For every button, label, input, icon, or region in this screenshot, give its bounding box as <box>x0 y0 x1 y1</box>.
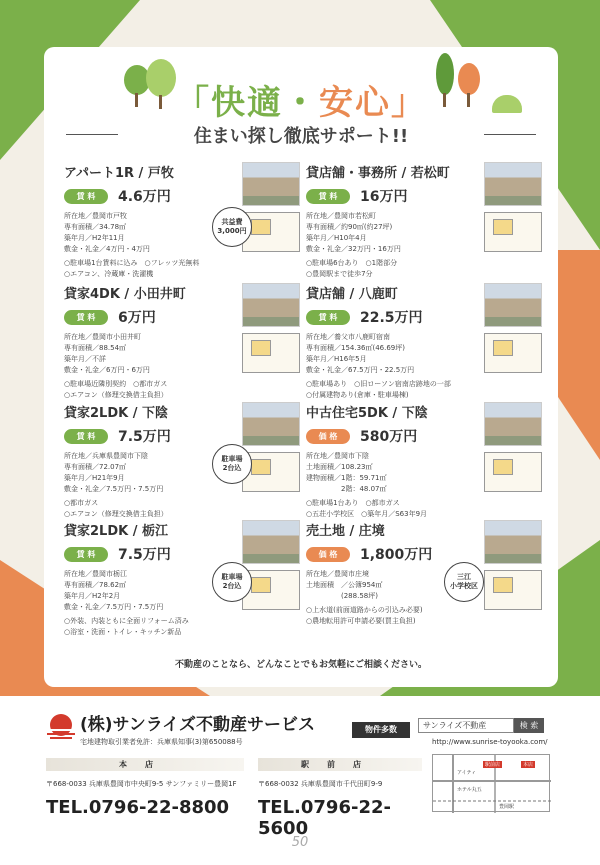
price-type-badge: 賃 料 <box>64 429 108 444</box>
listing-details <box>64 451 224 495</box>
price-type-badge: 価 格 <box>306 547 350 562</box>
listing-title: 貸家2LDK / 栃江 <box>64 524 168 539</box>
property-photo <box>484 283 542 327</box>
detail-line: (288.58坪) <box>306 592 378 600</box>
feature-line: ○付属建物あり(倉庫・駐車場棟) <box>306 391 409 399</box>
listing-item <box>306 162 548 280</box>
feature-line: ○エアコン、冷蔵庫・洗濯機 <box>64 270 154 278</box>
listing-item <box>64 283 306 401</box>
detail-line: 専有面積／78.62㎡ <box>64 581 127 589</box>
detail-line: 築年月／H10年4月 <box>306 234 367 242</box>
listing-title: アパート1R / 戸牧 <box>64 166 174 181</box>
listing-features <box>64 498 306 520</box>
feature-line: ○駐車場あり ○旧ローソン宿南店跡地の一部 <box>306 380 451 388</box>
detail-line: 所在地／豊岡市栃江 <box>64 570 127 578</box>
closing-message: 不動産のことなら、どんなことでもお気軽にご相談ください。 <box>174 660 427 670</box>
listing-price: 7.5万円 <box>118 547 171 563</box>
detail-line: 築年月／H2年2月 <box>64 592 121 600</box>
feature-line: ○都市ガス <box>64 499 99 507</box>
map-label: アイティ <box>457 770 477 776</box>
listing-title: 売土地 / 庄境 <box>306 524 385 539</box>
detail-line: 専有面積／72.07㎡ <box>64 463 127 471</box>
detail-line: 築年月／H16年5月 <box>306 355 367 363</box>
search-keyword-box: サンライズ不動産 <box>418 718 514 733</box>
price-type-badge: 賃 料 <box>306 189 350 204</box>
detail-line: 土地面積 ／公簿954㎡ <box>306 581 383 589</box>
floor-plan <box>484 333 542 373</box>
feature-line: ○エアコン（修理交換借主負担） <box>64 391 168 399</box>
detail-line: 専有面積／約90㎡(約27坪) <box>306 223 393 231</box>
headline-bracket-open: 「 <box>175 83 211 123</box>
listing-details <box>64 569 224 613</box>
price-type-badge: 賃 料 <box>64 547 108 562</box>
listing-price: 4.6万円 <box>118 189 171 205</box>
listing-title: 中古住宅5DK / 下陰 <box>306 406 428 421</box>
price-type-badge: 賃 料 <box>306 310 350 325</box>
headline-word-safety: 安心 <box>319 83 391 123</box>
floor-plan <box>484 452 542 492</box>
listing-details <box>306 451 466 495</box>
listing-price: 6万円 <box>118 310 156 326</box>
page-number: 50 <box>291 835 309 850</box>
detail-line: 所在地／豊岡市庄境 <box>306 570 369 578</box>
detail-line: 専有面積／34.78㎡ <box>64 223 127 231</box>
property-photo <box>242 520 300 564</box>
listing-item <box>306 402 548 520</box>
detail-line: 所在地／豊岡市戸牧 <box>64 212 127 220</box>
map-label-station-office: 駅前店 <box>485 762 501 768</box>
floor-plan <box>484 212 542 252</box>
price-type-badge: 賃 料 <box>64 189 108 204</box>
office-address: 〒668-0032 兵庫県豊岡市千代田町9-9 <box>258 780 383 788</box>
detail-line: 2階：48.07㎡ <box>306 485 387 493</box>
detail-line: 所在地／兵庫県豊岡市下陰 <box>64 452 148 460</box>
feature-line: ○エアコン（修理交換借主負担） <box>64 510 168 518</box>
feature-line: ○五荘小学校区 ○築年月／S63年9月 <box>306 510 428 518</box>
listing-features <box>306 498 548 520</box>
detail-line: 所在地／豊岡市下陰 <box>306 452 369 460</box>
price-type-badge: 賃 料 <box>64 310 108 325</box>
detail-line: 敷金・礼金／67.5万円・22.5万円 <box>306 366 415 374</box>
office-tel: TEL.0796-22-8800 <box>46 797 230 818</box>
license-number: 宅地建物取引業者免許：兵庫県知事(3)第650088号 <box>80 738 243 746</box>
feature-line: ○浴室・洗面・トイレ・キッチン新品 <box>64 628 182 636</box>
detail-line: 建物面積／1階：59.71㎡ <box>306 474 387 482</box>
office-name: 本店 <box>46 758 244 771</box>
headline-bracket-close: 」 <box>391 83 427 123</box>
listing-title: 貸店舗・事務所 / 若松町 <box>306 166 450 181</box>
price-type-badge: 価 格 <box>306 429 350 444</box>
listing-features <box>306 379 548 401</box>
feature-line: ○上水道(前面道路からの引込み必要) <box>306 606 423 614</box>
property-photo <box>484 520 542 564</box>
listing-price: 1,800万円 <box>360 547 433 563</box>
office-address: 〒668-0033 兵庫県豊岡市中央町9-5 サンファミリー豊岡1F <box>46 780 237 788</box>
detail-line: 築年月／不詳 <box>64 355 106 363</box>
listing-item <box>306 283 548 401</box>
access-map <box>432 754 550 812</box>
highlight-circle: 共益費 3,000円 <box>212 207 252 247</box>
detail-line: 所在地／養父市八鹿町宿南 <box>306 333 390 341</box>
listing-features <box>64 616 306 638</box>
listing-details <box>64 211 224 255</box>
property-photo <box>242 402 300 446</box>
property-photo <box>242 162 300 206</box>
headline <box>44 75 558 124</box>
detail-line: 築年月／H21年9月 <box>64 474 125 482</box>
listing-price: 580万円 <box>360 429 418 445</box>
office-name: 駅前店 <box>258 758 422 771</box>
map-label: 豊岡駅 <box>499 804 515 810</box>
detail-line: 所在地／豊岡市若松町 <box>306 212 376 220</box>
search-button: 検 索 <box>514 718 544 733</box>
company-name: (株)サンライズ不動産サービス <box>80 715 316 735</box>
listing-item <box>64 162 306 280</box>
website-url: http://www.sunrise-toyooka.com/ <box>432 738 548 746</box>
highlight-circle: 駐車場 2台込 <box>212 562 252 602</box>
feature-line: ○農地転用許可申請必要(買主負担) <box>306 617 416 625</box>
detail-line: 専有面積／88.54㎡ <box>64 344 127 352</box>
detail-line: 敷金・礼金／4万円・4万円 <box>64 245 150 253</box>
map-label-main-office: 本店 <box>523 762 534 768</box>
listing-details <box>306 332 466 376</box>
highlight-circle: 駐車場 2台込 <box>212 444 252 484</box>
listing-title: 貸家4DK / 小田井町 <box>64 287 186 302</box>
listing-details <box>306 569 466 602</box>
listing-features <box>306 258 548 280</box>
detail-line: 築年月／H2年11月 <box>64 234 125 242</box>
highlight-circle: 三江 小学校区 <box>444 562 484 602</box>
listing-price: 16万円 <box>360 189 408 205</box>
feature-line: ○外装、内装ともに全面リフォーム済み <box>64 617 189 625</box>
floor-plan <box>242 333 300 373</box>
detail-line: 土地面積／108.23㎡ <box>306 463 373 471</box>
office-tel: TEL.0796-22-5600 <box>258 797 391 839</box>
listing-features <box>64 379 306 401</box>
detail-line: 敷金・礼金／7.5万円・7.5万円 <box>64 603 164 611</box>
property-photo <box>484 162 542 206</box>
listing-details <box>64 332 224 376</box>
listing-details <box>306 211 466 255</box>
feature-line: ○駐車場6台あり ○1階部分 <box>306 259 398 267</box>
headline-subtitle: 住まい探し徹底サポート!! <box>66 122 536 146</box>
detail-line: 専有面積／154.36㎡(46.69坪) <box>306 344 405 352</box>
listing-price: 22.5万円 <box>360 310 423 326</box>
detail-line: 敷金・礼金／32万円・16万円 <box>306 245 401 253</box>
feature-line: ○駐車場1台あり ○都市ガス <box>306 499 400 507</box>
listing-title: 貸家2LDK / 下陰 <box>64 406 168 421</box>
office-station <box>258 758 422 839</box>
feature-line: ○豊岡駅まで徒歩7分 <box>306 270 373 278</box>
property-photo <box>242 283 300 327</box>
detail-line: 所在地／豊岡市小田井町 <box>64 333 141 341</box>
feature-line: ○駐車場1台賃料に込み ○フレッツ光無料 <box>64 259 200 267</box>
detail-line: 敷金・礼金／7.5万円・7.5万円 <box>64 485 164 493</box>
listing-features <box>64 258 306 280</box>
listing-item <box>64 520 306 638</box>
listing-item <box>306 520 548 627</box>
property-photo <box>484 402 542 446</box>
map-label: ホテル丸五 <box>457 787 482 793</box>
feature-line: ○駐車場近隣別契約 ○都市ガス <box>64 380 168 388</box>
listing-title: 貸店舗 / 八鹿町 <box>306 287 398 302</box>
office-main <box>46 758 244 818</box>
many-properties-tag: 物件多数 <box>352 722 410 738</box>
listing-price: 7.5万円 <box>118 429 171 445</box>
listing-item <box>64 402 306 520</box>
headline-dot: ・ <box>283 83 319 123</box>
detail-line: 敷金・礼金／6万円・6万円 <box>64 366 150 374</box>
content-card <box>44 47 558 687</box>
floor-plan <box>484 570 542 610</box>
headline-word-comfort: 快適 <box>211 83 283 123</box>
sunrise-logo-icon <box>47 713 75 741</box>
